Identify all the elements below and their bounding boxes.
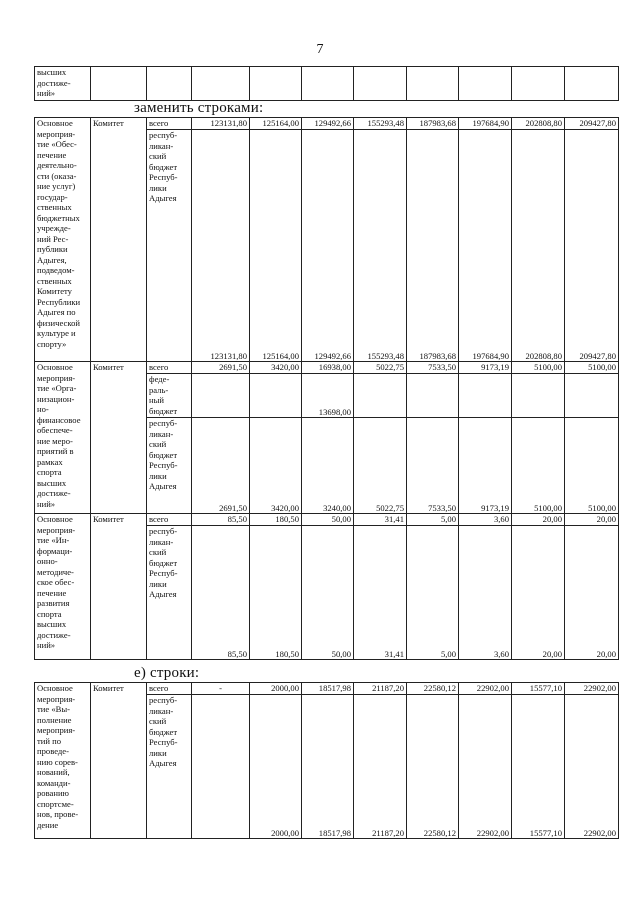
measure-name-cell: Основное мероприя- тие «Ин- формаци- онно- методиче- ское обес- печение развития спорта высших достиже- ний» [35,514,91,660]
value-cell: 3240,00 [302,418,354,514]
value-cell: 16938,00 [302,362,354,374]
value-cell [459,374,512,418]
value-cell: 3420,00 [250,362,302,374]
value-cell: 123131,80 [192,130,250,362]
value-cell: 2691,50 [192,362,250,374]
value-cell: 202808,80 [512,118,565,130]
heading-rows: е) строки: [134,665,200,681]
source-total-cell: всего [147,683,192,695]
table-row [35,67,619,101]
value-cell: 2000,00 [250,695,302,839]
value-cell: 5,00 [407,526,459,660]
value-cell: 31,41 [354,514,407,526]
executor-cell: Комитет [91,362,147,514]
value-cell: 22902,00 [565,683,619,695]
source-total-cell: всего [147,362,192,374]
table-row [35,683,619,695]
value-cell: 5022,75 [354,418,407,514]
value-cell: 180,50 [250,514,302,526]
value-cell: 9173,19 [459,362,512,374]
value-cell: 125164,00 [250,130,302,362]
value-cell [354,374,407,418]
source-total-cell: всего [147,118,192,130]
table-row [35,362,619,374]
source-total-cell: всего [147,514,192,526]
value-cell: 155293,48 [354,130,407,362]
value-cell: 123131,80 [192,118,250,130]
measure-name-cell: высших достиже- ний» [35,67,91,101]
value-cell: 3,60 [459,514,512,526]
value-cell [565,374,619,418]
value-cell: 21187,20 [354,683,407,695]
value-cell: 15577,10 [512,683,565,695]
value-cell: 21187,20 [354,695,407,839]
value-cell: 31,41 [354,526,407,660]
value-cell [192,374,250,418]
value-cell: 180,50 [250,526,302,660]
source-budget-cell: респуб- ликан- ский бюджет Респуб- лики Адыгея [147,695,192,839]
value-cell: 2000,00 [250,683,302,695]
value-cell: 22902,00 [459,695,512,839]
value-cell: 22580,12 [407,683,459,695]
value-cell: 125164,00 [250,118,302,130]
value-cell: 5022,75 [354,362,407,374]
top-fragment-table [34,66,619,101]
measure-name-cell: Основное мероприя- тие «Обес- печение деятельно- сти (оказа- ние услуг) государ- ственных бюджетных учрежде- ний Рес- публики Адыгея, подведом- ственных Комитету Республики Адыгея по физической культуре и спорту» [35,118,91,362]
value-cell: 5100,00 [512,362,565,374]
value-cell [407,374,459,418]
value-cell: 20,00 [565,514,619,526]
value-cell: 5100,00 [565,362,619,374]
source-federal-cell: феде- раль- ный бюджет [147,374,192,418]
value-cell: 5100,00 [512,418,565,514]
value-cell: 187983,68 [407,130,459,362]
value-cell: 197684,90 [459,118,512,130]
value-cell: 22580,12 [407,695,459,839]
source-budget-cell: респуб- ликан- ский бюджет Респуб- лики Адыгея [147,418,192,514]
value-cell: 7533,50 [407,362,459,374]
source-budget-cell: респуб- ликан- ский бюджет Респуб- лики Адыгея [147,130,192,362]
executor-cell: Комитет [91,118,147,362]
value-cell: 50,00 [302,514,354,526]
value-cell: 129492,66 [302,130,354,362]
value-cell: 18517,98 [302,695,354,839]
value-cell: 15577,10 [512,695,565,839]
value-cell: 3420,00 [250,418,302,514]
value-cell [250,374,302,418]
value-cell: 7533,50 [407,418,459,514]
value-cell: 85,50 [192,514,250,526]
value-cell: 3,60 [459,526,512,660]
value-cell: 202808,80 [512,130,565,362]
value-cell: 187983,68 [407,118,459,130]
measure-name-cell: Основное мероприя- тие «Вы- полнение мероприя- тий по проведе- нию сорев- нований, команди- рованию спортсме- нов, прове- дение [35,683,91,839]
table-row [35,514,619,526]
page-number: 7 [316,42,324,57]
value-cell: 85,50 [192,526,250,660]
value-cell: 155293,48 [354,118,407,130]
rows-table [34,682,619,839]
source-budget-cell: респуб- ликан- ский бюджет Респуб- лики Адыгея [147,526,192,660]
value-cell [512,374,565,418]
table-row [35,118,619,130]
value-cell: 18517,98 [302,683,354,695]
value-cell: 5100,00 [565,418,619,514]
value-cell: 20,00 [512,526,565,660]
value-cell: 197684,90 [459,130,512,362]
value-cell: 50,00 [302,526,354,660]
value-cell: 209427,80 [565,130,619,362]
value-cell: 209427,80 [565,118,619,130]
value-cell: 20,00 [512,514,565,526]
replacement-table [34,117,619,660]
value-cell: 9173,19 [459,418,512,514]
executor-cell: Комитет [91,683,147,839]
heading-replace: заменить строками: [134,100,264,116]
value-cell: 129492,66 [302,118,354,130]
value-cell: - [192,683,250,695]
value-cell [192,695,250,839]
measure-name-cell: Основное мероприя- тие «Орга- низацион- но- финансовое обеспече- ние меро- приятий в рамках спорта высших достиже- ний» [35,362,91,514]
value-cell: 20,00 [565,526,619,660]
value-cell: 2691,50 [192,418,250,514]
value-cell: 5,00 [407,514,459,526]
value-cell: 22902,00 [565,695,619,839]
value-cell: 13698,00 [302,374,354,418]
executor-cell: Комитет [91,514,147,660]
value-cell: 22902,00 [459,683,512,695]
